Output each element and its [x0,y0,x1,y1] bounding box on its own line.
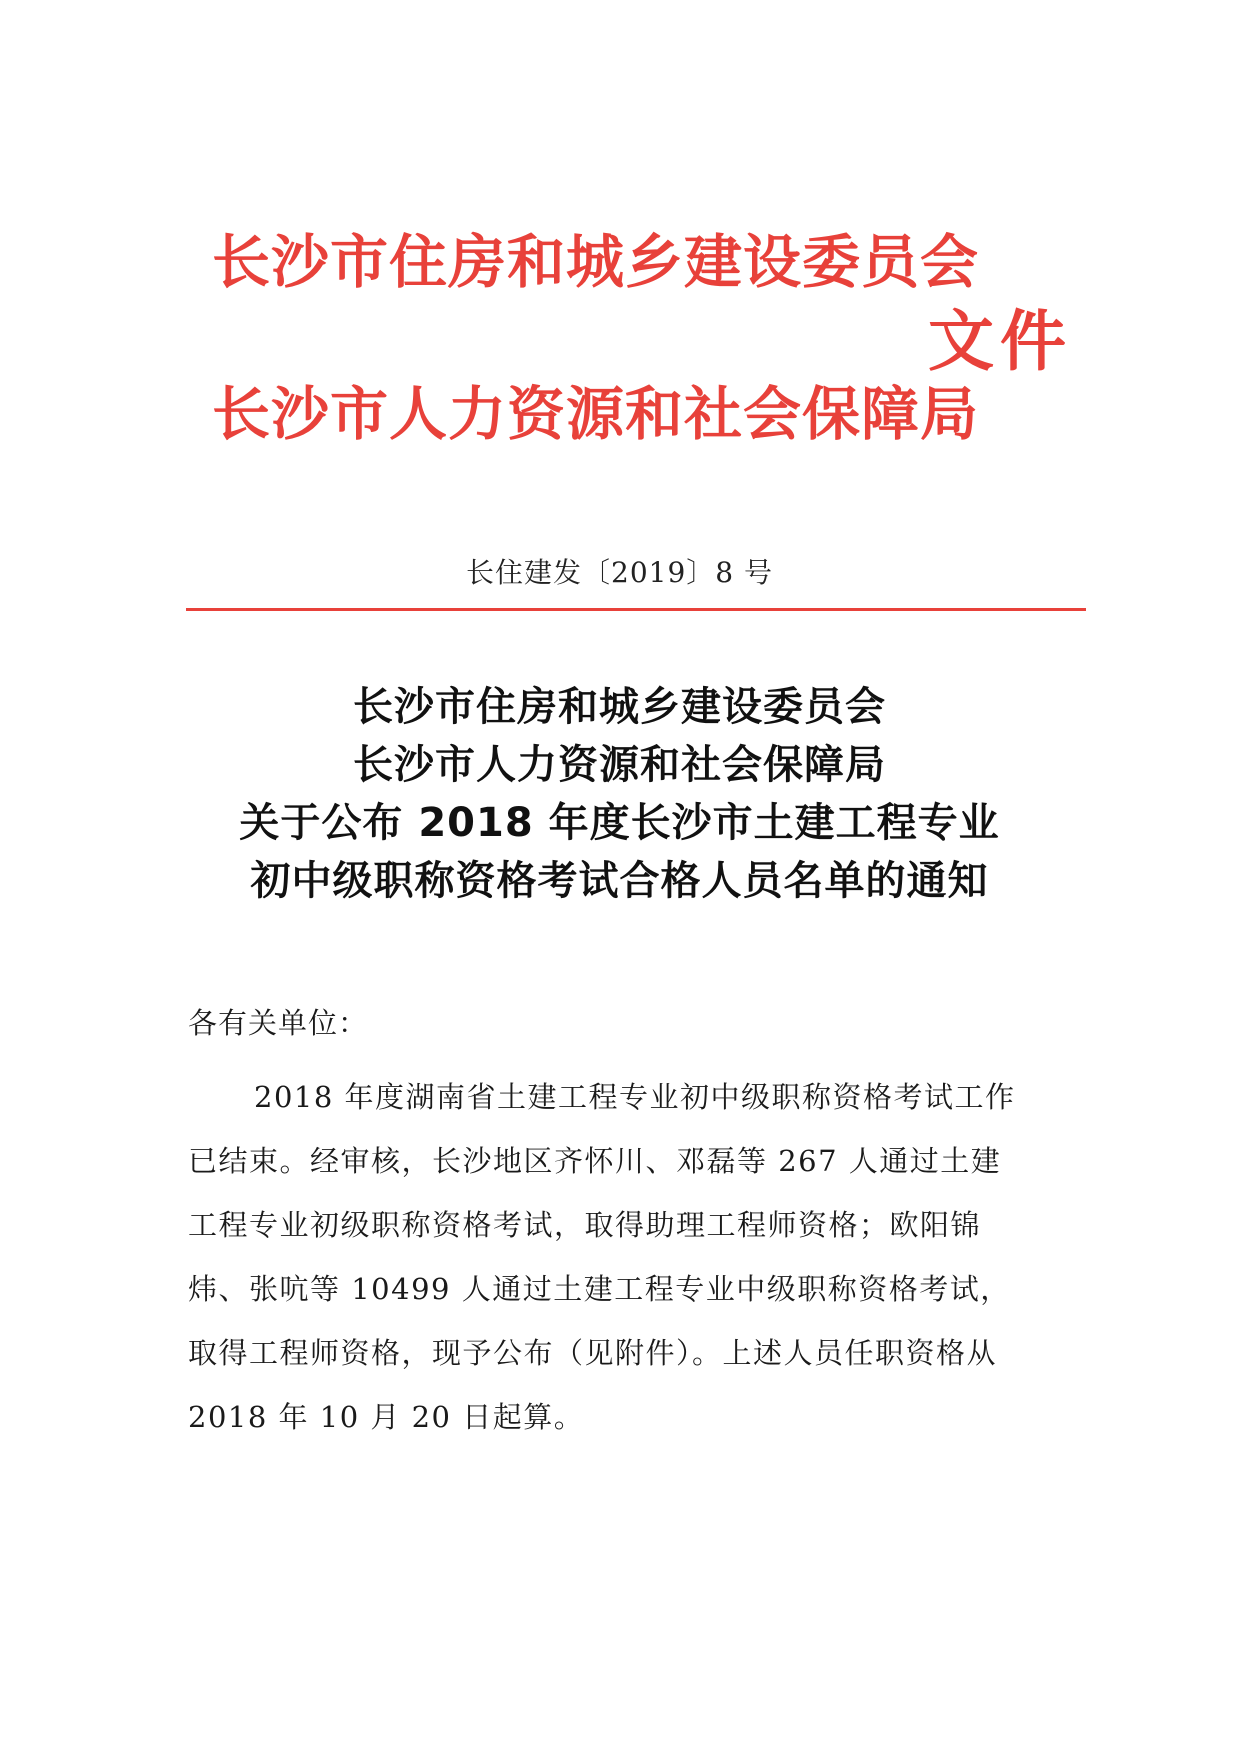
red-divider-line [186,608,1086,611]
issuer-housing-committee: 长沙市住房和城乡建设委员会 [212,228,980,296]
body-line: 已结束。经审核，长沙地区齐怀川、邓磊等 267 人通过土建 [188,1144,1002,1178]
salutation: 各有关单位： [188,1006,369,1040]
title-line: 长沙市住房和城乡建设委员会 [353,684,886,730]
title-line: 长沙市人力资源和社会保障局 [353,742,886,788]
title-line: 关于公布 2018 年度长沙市土建工程专业 [239,800,1000,846]
red-header-document-label: 文件 [928,302,1072,380]
body-line: 2018 年 10 月 20 日起算。 [188,1400,585,1434]
issuer-hr-bureau: 长沙市人力资源和社会保障局 [212,380,980,448]
document-number: 长住建发〔2019〕8 号 [466,556,773,589]
title-line: 初中级职称资格考试合格人员名单的通知 [250,858,989,904]
document-title [0,678,1239,910]
body-line: 工程专业初级职称资格考试，取得助理工程师资格；欧阳锦 [188,1208,982,1242]
body-paragraph [188,1065,1070,1449]
body-line: 2018 年度湖南省土建工程专业初中级职称资格考试工作 [254,1080,1016,1114]
red-header-issuers [212,222,979,454]
body-line: 取得工程师资格，现予公布（见附件）。上述人员任职资格从 [188,1336,998,1370]
body-line: 炜、张吭等 10499 人通过土建工程专业中级职称资格考试， [188,1272,1011,1306]
